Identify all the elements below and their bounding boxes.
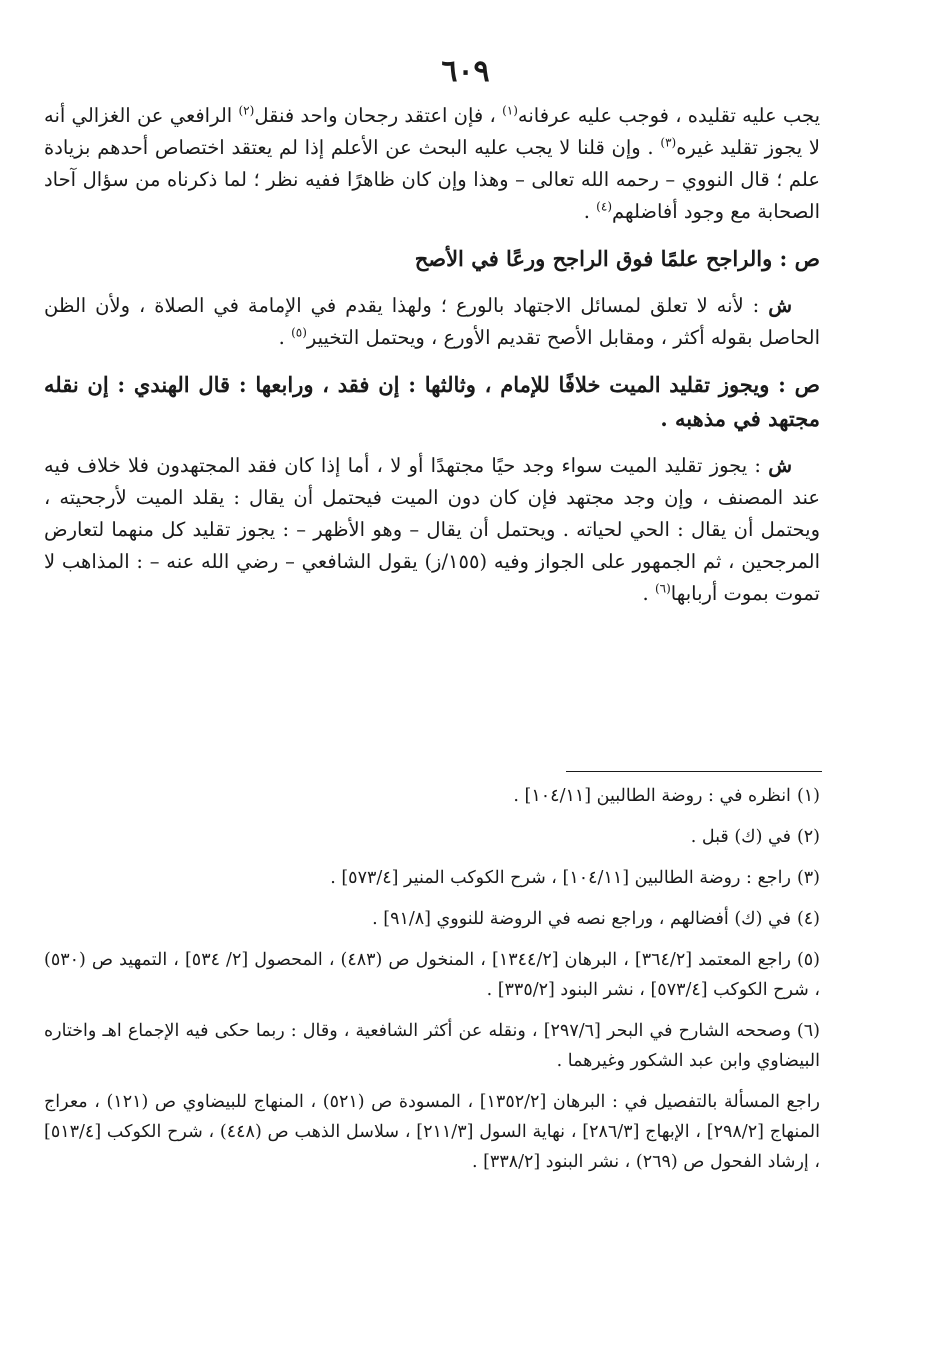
intro-paragraph: [44, 100, 820, 228]
intro-text-4: . وإن قلنا لا يجب عليه البحث عن الأعلم إذا لم يعتقد اختصاص أحدهم بزيادة علم ؛ قال النووي – رحمه الله تعالى – وهذا وإن كان ظاهرًا ففيه نظر ؛ لما ذكرناه من سؤال آحاد الصحابة مع وجود أفاضلهم: [44, 136, 820, 223]
footnote-number: (٣): [796, 868, 820, 888]
section-2-heading: ص : ويجوز تقليد الميت خلافًا للإمام ، وثالثها : إن فقد ، ورابعها : قال الهندي : إن نقله مجتهد في مذهبه .: [44, 372, 820, 431]
footnote-number: (٢): [796, 827, 820, 847]
footnote-marker-4: (٤): [596, 199, 612, 214]
footnote-marker-3: (٣): [660, 135, 677, 150]
section-1-text: : لأنه لا تعلق لمسائل الاجتهاد بالورع ؛ ولهذا يقدم في الإمامة في الصلاة ، ولأن الظن الحاصل بقوله أكثر ، ومقابل الأصح تقديم الأورع ، ويحتمل التخيير: [44, 294, 820, 349]
footnote-text: في (ك) أفضالهم ، وراجع نصه في الروضة للنووي [٩١/٨] .: [372, 909, 791, 929]
section-2-commentary: [44, 450, 820, 610]
commentary-lead: ش: [768, 454, 792, 477]
footnotes: [44, 781, 820, 1177]
footnote-number: (٦): [796, 1021, 820, 1041]
footnote-number: (٥): [796, 950, 820, 970]
page-number: ٦٠٩: [441, 54, 490, 89]
footnote-text: انظره في : روضة الطالبين [١٠٤/١١] .: [513, 786, 791, 806]
footnote-text: وصححه الشارح في البحر [٢٩٧/٦] ، ونقله عن أكثر الشافعية ، وقال : ربما حكى فيه الإجماع اهـ واختاره البيضاوي وابن عبد الشكور وغيرهما .: [44, 1021, 820, 1071]
intro-text-2: ، فإن اعتقد رجحان واحد فنقل: [254, 104, 503, 127]
footnote: [44, 904, 820, 934]
intro-text-5: .: [583, 200, 597, 223]
footnote-number: (٤): [796, 909, 820, 929]
footnote-marker-5: (٥): [291, 325, 307, 340]
footnote-number: (١): [796, 786, 820, 806]
footnote-marker-6: (٦): [654, 581, 671, 596]
footnote-separator: [566, 771, 822, 772]
commentary-lead: ش: [768, 294, 792, 317]
section-2-end: .: [642, 582, 655, 605]
footnote: [44, 1016, 820, 1076]
footnote: [44, 945, 820, 1005]
section-2-text: : يجوز تقليد الميت سواء وجد حيًا مجتهدًا أو لا ، أما إذا كان فقد المجتهدون فلا خلاف فيه عند المصنف ، وإن وجد مجتهد فإن كان دون الميت فيحتمل أن يقال : يقلد الميت لأرجحيته ، ويحتمل أن يقال : الحي لحياته . ويحتمل أن يقال – وهو الأظهر – : يجوز تقليد كل منهما لتعارض المرجحين ، ثم الجمهور على الجواز وفيه (١٥٥/ز) يقول الشافعي – رضي الله عنه – : المذاهب لا تموت بموت أربابها: [44, 454, 821, 605]
footnote-text: في (ك) قبل .: [690, 827, 791, 847]
footnote-marker-2: (٢): [238, 103, 255, 118]
intro-text-3: الرافعي عن الغزالي أنه لا يجوز تقليد غيره: [44, 104, 820, 159]
footnote-text: راجع : روضة الطالبين [١٠٤/١١] ، شرح الكوكب المنير [٥٧٣/٤] .: [330, 868, 791, 888]
main-text: [44, 100, 820, 610]
footnote: [44, 822, 820, 852]
section-1-commentary: [44, 290, 820, 354]
intro-text-1: يجب عليه تقليده ، فوجب عليه عرفانه: [517, 104, 821, 127]
footnote: [44, 781, 820, 811]
references-paragraph: راجع المسألة بالتفصيل في : البرهان [١٣٥٢/٢] ، المسودة ص (٥٢١) ، المنهاج للبيضاوي ص (١٢١) ، معراج المنهاج [٢٩٨/٢] ، الإبهاج [٢٨٦/٣] ، نهاية السول [٢١١/٣] ، سلاسل الذهب ص (٤٤٨) ، شرح الكوكب [٥١٣/٤] ، إرشاد الفحول ص (٢٦٩) ، نشر البنود [٣٣٨/٢] .: [44, 1092, 821, 1172]
footnote-marker-1: (١): [502, 103, 518, 118]
section-1-end: .: [278, 326, 292, 349]
footnote-text: راجع المعتمد [٣٦٤/٢] ، البرهان [١٣٤٤/٢] ، المنخول ص (٤٨٣) ، المحصول [٢/ ٥٣٤] ، التمهيد ص (٥٣٠) ، شرح الكوكب [٥٧٣/٤] ، نشر البنود [٣٣٥/٢] .: [44, 950, 820, 1000]
section-1-heading: ص : والراجح علمًا فوق الراجح ورعًا في الأصح: [414, 246, 820, 271]
footnote: [44, 863, 820, 893]
